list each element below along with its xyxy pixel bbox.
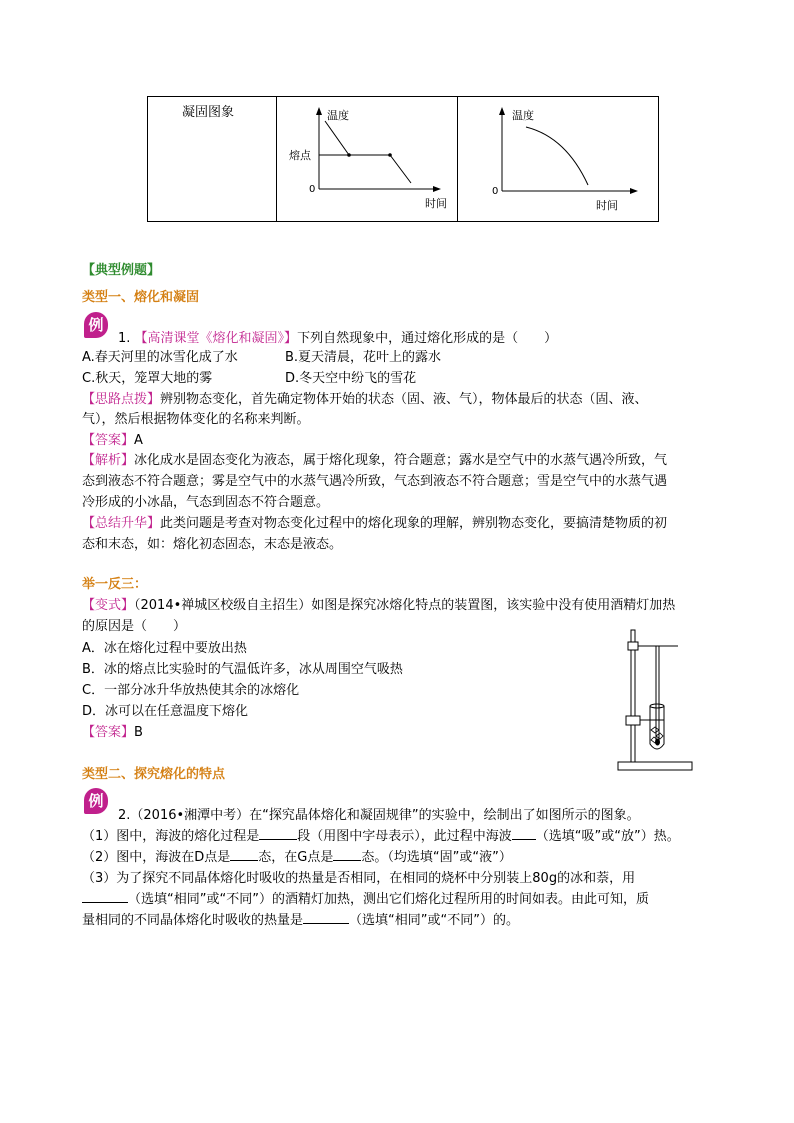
q1-option-c: C.秋天，笼罩大地的雾 (82, 371, 213, 386)
q2-part2-text-b: 态，在G点是 (258, 850, 334, 865)
variant-tag: 【变式】 (82, 598, 135, 613)
q2-part1-text-b: 段（用图中字母表示），此过程中海波 (297, 829, 512, 844)
q1-analysis-text-1: 冰化成水是固态变化为液态，属于熔化现象，符合题意；露水是空气中的水蒸气遇冷所致，气 (134, 453, 668, 468)
question-2-stem: 2.（2016•湘潭中考）在“探究晶体熔化和凝固规律”的实验中，绘制出了如图所示的图象。 (118, 808, 640, 823)
q1-hint-line2: 气），然后根据物体变化的名称来判断。 (82, 412, 310, 427)
q1-answer-value: A (134, 433, 143, 448)
question-1-stem (118, 331, 557, 347)
graph2-amorphous-solidification (458, 97, 658, 221)
q2-part3-line3 (82, 913, 519, 929)
graph1-y-label: 温度 (327, 109, 349, 122)
q1-hint-line1 (82, 392, 648, 408)
graph2-cell (458, 97, 659, 222)
q2-part3-blank-1[interactable] (82, 902, 128, 903)
q2-part2-blank-2[interactable] (333, 860, 361, 861)
graph1-melting-point-label: 熔点 (289, 149, 311, 162)
example-badge-2: 例 (84, 788, 108, 814)
q1-summary-line1 (82, 516, 667, 532)
variant-question-line2: 的原因是（ ） (82, 619, 187, 634)
solidification-graph-table (147, 96, 659, 222)
q1-analysis-line3: 冷形成的小冰晶，气态到固态不符合题意。 (82, 495, 330, 510)
q2-part3-blank-2[interactable] (303, 923, 349, 924)
q2-part2-blank-1[interactable] (230, 860, 258, 861)
variant-answer-tag: 【答案】 (82, 725, 135, 740)
q2-part3-line2 (82, 892, 649, 908)
q1-option-d: D.冬天空中纷飞的雪花 (285, 371, 417, 386)
q1-summary-line2: 态和末态，如：熔化初态固态，末态是液态。 (82, 537, 343, 552)
q1-hint-tag: 【思路点拨】 (82, 392, 161, 407)
q2-part1-text-a: （1）图中，海波的熔化过程是 (82, 829, 260, 844)
variant-heading: 举一反三： (82, 577, 148, 592)
graph1-cell (277, 97, 458, 222)
graph2-y-label: 温度 (512, 109, 534, 122)
graph1-crystal-solidification (277, 97, 457, 221)
q1-summary-text-1: 此类问题是考查对物态变化过程中的熔化现象的理解，辨别物态变化，要搞清楚物质的初 (160, 516, 668, 531)
q1-options-row1 (82, 350, 441, 366)
variant-answer (82, 725, 143, 741)
q2-part1-text-c: （选填“吸”或“放”）热。 (535, 829, 680, 844)
variant-option-c: C．一部分冰升华放热使其余的冰熔化 (82, 683, 300, 698)
q2-part3-line1: （3）为了探究不同晶体熔化时吸收的热量是否相同，在相同的烧杯中分别装上80g的冰和萘，用 (82, 871, 636, 886)
q1-analysis-line2: 态到液态不符合题意；雾是空气中的水蒸气遇冷所致，气态到液态不符合题意；雪是空气中的水蒸气遇 (82, 474, 668, 489)
ice-melting-apparatus-figure (612, 622, 696, 774)
q2-part3-text-3b: （选填“相同”或“不同”）的。 (349, 913, 519, 928)
q2-part2-text-c: 态。（均选填“固”或“液”） (361, 850, 512, 865)
type2-heading: 类型二、探究熔化的特点 (82, 767, 226, 782)
q1-summary-tag: 【总结升华】 (82, 516, 161, 531)
variant-option-b: B．冰的熔点比实验时的气温低许多，冰从周围空气吸热 (82, 662, 403, 677)
question-1-text: 下列自然现象中，通过熔化形成的是（ ） (297, 331, 558, 346)
graph1-x-label: 时间 (425, 197, 447, 210)
table-row-label: 凝固图象 (182, 105, 235, 120)
q2-part2 (82, 850, 512, 866)
graph2-x-label: 时间 (596, 199, 618, 212)
q2-part3-text-2: （选填“相同”或“不同”）的酒精灯加热，测出它们熔化过程所用的时间如表。由此可知，质 (128, 892, 649, 907)
q1-option-b: B.夏天清晨，花叶上的露水 (285, 350, 442, 365)
variant-option-a: A．冰在熔化过程中要放出热 (82, 641, 247, 656)
type1-heading: 类型一、熔化和凝固 (82, 290, 200, 305)
q1-answer-tag: 【答案】 (82, 433, 135, 448)
q1-analysis-tag: 【解析】 (82, 453, 135, 468)
graph1-origin: 0 (309, 184, 316, 195)
q2-part2-text-a: （2）图中，海波在D点是 (82, 850, 231, 865)
q2-part1-blank-2[interactable] (512, 839, 536, 840)
q2-part1-blank-1[interactable] (259, 839, 297, 840)
q1-options-row2 (82, 371, 416, 387)
variant-question-line1 (82, 598, 675, 614)
question-1-tag: 【高清课堂《熔化和凝固》】 (134, 331, 298, 346)
variant-answer-value: B (134, 725, 143, 740)
graph2-origin: 0 (492, 186, 499, 197)
section-heading: 【典型例题】 (82, 263, 161, 278)
q1-option-a: A.春天河里的冰雪化成了水 (82, 350, 238, 365)
example-badge-1: 例 (84, 312, 108, 338)
q1-answer (82, 433, 143, 449)
variant-option-d: D．冰可以在任意温度下熔化 (82, 704, 249, 719)
question-1-number: 1. (118, 331, 131, 346)
variant-question-text-1: （2014•禅城区校级自主招生）如图是探究冰熔化特点的装置图，该实验中没有使用酒精灯加热 (134, 598, 676, 613)
q1-hint-text-1: 辨别物态变化，首先确定物体开始的状态（固、液、气），物体最后的状态（固、液、 (160, 392, 648, 407)
table-label-cell (148, 97, 277, 222)
q1-analysis-line1 (82, 453, 667, 469)
q2-part1 (82, 829, 680, 845)
q2-part3-text-3a: 量相同的不同晶体熔化时吸收的热量是 (82, 913, 304, 928)
